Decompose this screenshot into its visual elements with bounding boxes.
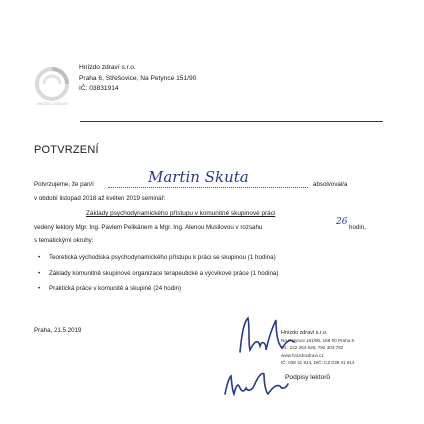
handwritten-hours: 26 <box>336 217 348 227</box>
topic-bullet: • <box>38 254 41 261</box>
stamp-line: Na Petynce 151/90, 169 00 Praha 6 <box>281 338 355 344</box>
confirmation-prefix: Potvrzujeme, že pan/í <box>34 181 94 188</box>
org-name: Hnízdo zdraví s.r.o. <box>79 64 136 71</box>
company-stamp <box>281 330 356 366</box>
document-title: POTVRZENÍ <box>34 144 99 156</box>
org-address: Praha 6, Střešovice, Na Petynce 151/90 <box>79 74 197 82</box>
topic-item: Základy komunitně skupinové organizace terapeutické a výcvikové práce (1 hodina) <box>49 270 279 277</box>
period-line: v období listopad 2018 až květen 2019 seminář: <box>34 195 166 202</box>
signatures-label: Podpisy lektorů <box>285 374 331 381</box>
signature-2-icon <box>222 366 292 400</box>
topic-bullet: • <box>38 285 41 292</box>
logo-caption: HNÍZDO ZDRAVÍ <box>36 101 68 106</box>
topic-bullet: • <box>38 270 41 277</box>
stamp-line: tel.: 222 264 826, 792 303 752 <box>281 345 344 351</box>
organization-info <box>79 63 196 95</box>
name-dotted-line <box>108 187 308 188</box>
org-ic: IČ: 03831914 <box>79 85 119 92</box>
handwritten-name: Martin Skuta <box>148 168 249 186</box>
lecturers-line: vedený lektory Mgr. Ing. Pavlem Pelikánem a Mgr. Ing. Alenou Musilovou v rozsahu <box>34 224 263 231</box>
topic-item: Teoretická východiska psychodynamického přístupu k práci se skupinou (1 hodina) <box>49 254 276 261</box>
circular-swirl-logo-icon <box>34 66 70 102</box>
stamp-name: Hnízdo zdraví s.r.o. <box>281 330 328 336</box>
stamp-line: IČ: 038 31 914, DIČ: CZ 038 31 914 <box>281 359 355 365</box>
place-date: Praha, 21.5.2019 <box>34 327 82 334</box>
topics-intro: s tematickými okruhy: <box>34 237 94 244</box>
confirmation-suffix: absolvoval/a <box>313 181 348 188</box>
hours-suffix: hodin, <box>349 224 366 231</box>
header-divider <box>80 121 383 122</box>
topic-item: Praktická práce v komunitě a skupině (24 hodin) <box>49 285 182 292</box>
seminar-title: Základy psychodynamického přístupu v komunitně skupinové práci <box>86 210 276 217</box>
stamp-line: www.hnizdozdravi.cz <box>281 352 324 358</box>
